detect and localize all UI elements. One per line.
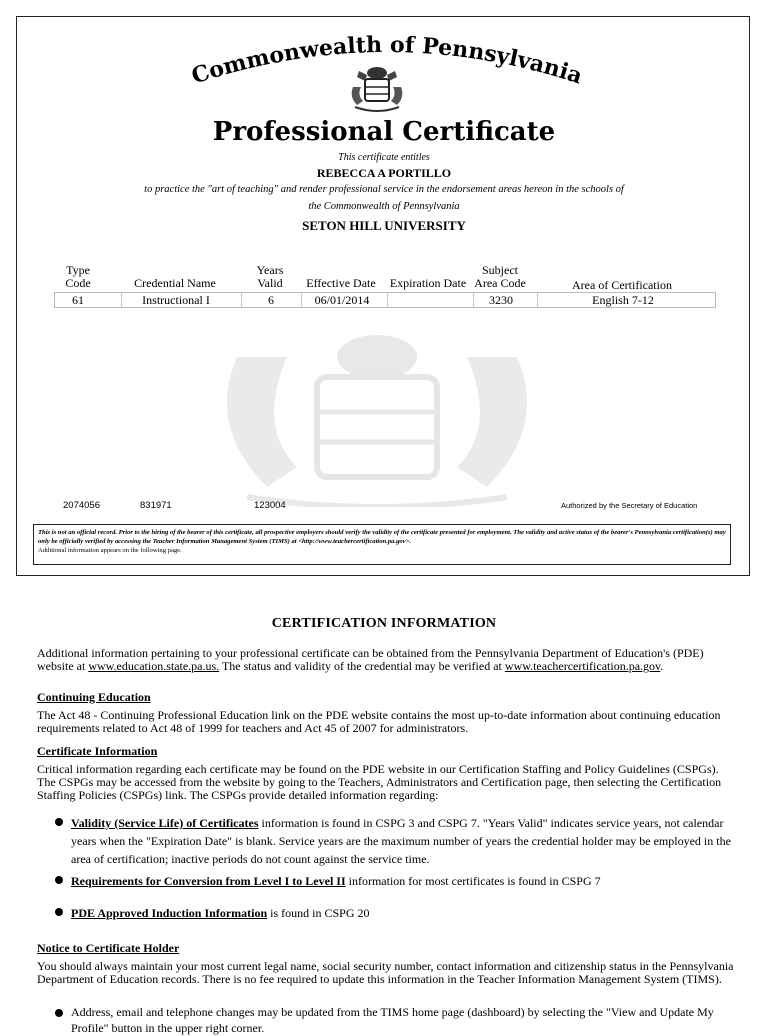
header-type-code: Type Code bbox=[65, 263, 91, 290]
intro-paragraph bbox=[37, 647, 737, 673]
cell-divider bbox=[537, 293, 538, 307]
bullet-icon bbox=[55, 818, 65, 828]
cell-type-code: 61 bbox=[72, 293, 84, 307]
institution-name: SETON HILL UNIVERSITY bbox=[302, 218, 466, 233]
purpose-line-2: the Commonwealth of Pennsylvania bbox=[308, 201, 460, 212]
cell-divider bbox=[387, 293, 388, 307]
bullet-validity-text: information is found in CSPG 3 and CSPG 7. "Years Valid" indicates service years, not calendar years when the "Expiration Date" is blank. Service years are the maximum number of years the credential holder may be employed in the area of certification; inactive periods do not count against the service time. bbox=[71, 816, 731, 866]
intro-text-a: Additional information pertaining to your professional certificate can be obtained from the Pennsylvania Department of Education's (PDE) website at bbox=[37, 646, 704, 673]
watermark-seal-icon bbox=[207, 317, 547, 507]
header-subject-area-code: Subject Area Code bbox=[474, 263, 526, 290]
header-years-valid: Years Valid bbox=[256, 263, 284, 290]
continuing-education-text: The Act 48 - Continuing Professional Education link on the PDE website contains the most up-to-date information about continuing education requirements related to Act 48 of 1999 for teachers and Act 45 of 2007 for administrators. bbox=[37, 708, 721, 735]
header-area-of-certification: Area of Certification bbox=[572, 278, 672, 292]
bullet-conversion-title: Requirements for Conversion from Level I to Level II bbox=[71, 874, 346, 888]
cell-area-of-certification: English 7-12 bbox=[592, 293, 654, 307]
additional-info-note: Additional information appears on the following page. bbox=[38, 547, 182, 554]
authorized-by: Authorized by the Secretary of Education bbox=[561, 501, 698, 510]
footer-code-3: 123004 bbox=[254, 500, 286, 511]
bullet-conversion-text: information for most certificates is found in CSPG 7 bbox=[345, 874, 601, 888]
certificate-frame bbox=[16, 16, 750, 576]
bullet-icon bbox=[55, 876, 65, 886]
notice-heading: Notice to Certificate Holder bbox=[37, 941, 180, 955]
verification-notice-text: This is not an official record. Prior to the hiring of the bearer of this certificate, all prospective employers should verify the validity of the certificate presented for employment. The validity and active status of the bearer's Pennsylvania certification(s) may only be officially verified by accessing the Teacher Information Management System (TIMS) at <http://www.teachercertification.pa.gov>. bbox=[38, 529, 726, 545]
intro-end: . bbox=[660, 659, 664, 673]
bullet-icon bbox=[55, 1009, 65, 1019]
header-credential-name: Credential Name bbox=[134, 276, 216, 290]
cell-credential-name: Instructional I bbox=[142, 293, 210, 307]
certificate-information-heading: Certificate Information bbox=[37, 744, 158, 758]
state-seal-icon bbox=[345, 57, 409, 115]
bullet-conversion bbox=[71, 872, 737, 890]
state-heading-text: Commonwealth of Pennsylvania bbox=[188, 31, 586, 90]
cell-years-valid: 6 bbox=[268, 293, 274, 307]
certificate-information-text: Critical information regarding each certificate may be found on the PDE website in our Certification Staffing and Policy Guidelines (CSPGs). The CSPGs may be accessed from the website by going to the Teachers, Administrators and Certification page, then selecting the Certification Staffing Policies (CSPGs) link. The CSPGs provide detailed information regarding: bbox=[37, 762, 722, 802]
intro-text-b: The status and validity of the credential may be verified at bbox=[219, 659, 505, 673]
cell-divider bbox=[241, 293, 242, 307]
info-title: CERTIFICATION INFORMATION bbox=[271, 616, 497, 631]
header-expiration-date: Expiration Date bbox=[389, 276, 467, 290]
teacher-certification-link[interactable]: www.teachercertification.pa.gov bbox=[504, 659, 661, 673]
header-effective-date: Effective Date bbox=[306, 276, 376, 290]
certificate-title: Professional Certificate bbox=[212, 117, 556, 147]
cell-subject-area-code: 3230 bbox=[489, 293, 513, 307]
table-row bbox=[54, 292, 716, 308]
address-update-text: Address, email and telephone changes may be updated from the TIMS home page (dashboard) by selecting the "View and Update My Profile" button in the upper right corner. bbox=[71, 1005, 714, 1035]
footer-code-2: 831971 bbox=[140, 500, 172, 511]
bullet-validity bbox=[71, 814, 737, 868]
bullet-icon bbox=[55, 908, 65, 918]
bullet-induction-title: PDE Approved Induction Information bbox=[71, 906, 268, 920]
holder-name: REBECCA A PORTILLO bbox=[316, 166, 452, 180]
verification-notice bbox=[33, 524, 731, 565]
continuing-education-heading: Continuing Education bbox=[37, 690, 151, 704]
bullet-induction bbox=[71, 904, 737, 922]
entitles-text: This certificate entitles bbox=[338, 152, 430, 163]
footer-code-1: 2074056 bbox=[63, 500, 100, 511]
education-website-link[interactable]: www.education.state.pa.us. bbox=[88, 659, 220, 673]
cell-effective-date: 06/01/2014 bbox=[314, 293, 370, 307]
bullet-induction-text: is found in CSPG 20 bbox=[267, 906, 370, 920]
bullet-validity-title: Validity (Service Life) of Certificates bbox=[71, 816, 259, 830]
notice-text: You should always maintain your most current legal name, social security number, contact information and citizenship status in the Pennsylvania Department of Education records. There is no fee required to update this information in the Teacher Information Management System (TIMS). bbox=[37, 959, 734, 986]
purpose-line-1: to practice the "art of teaching" and render professional service in the endorsement areas hereon in the schools of bbox=[144, 184, 624, 195]
